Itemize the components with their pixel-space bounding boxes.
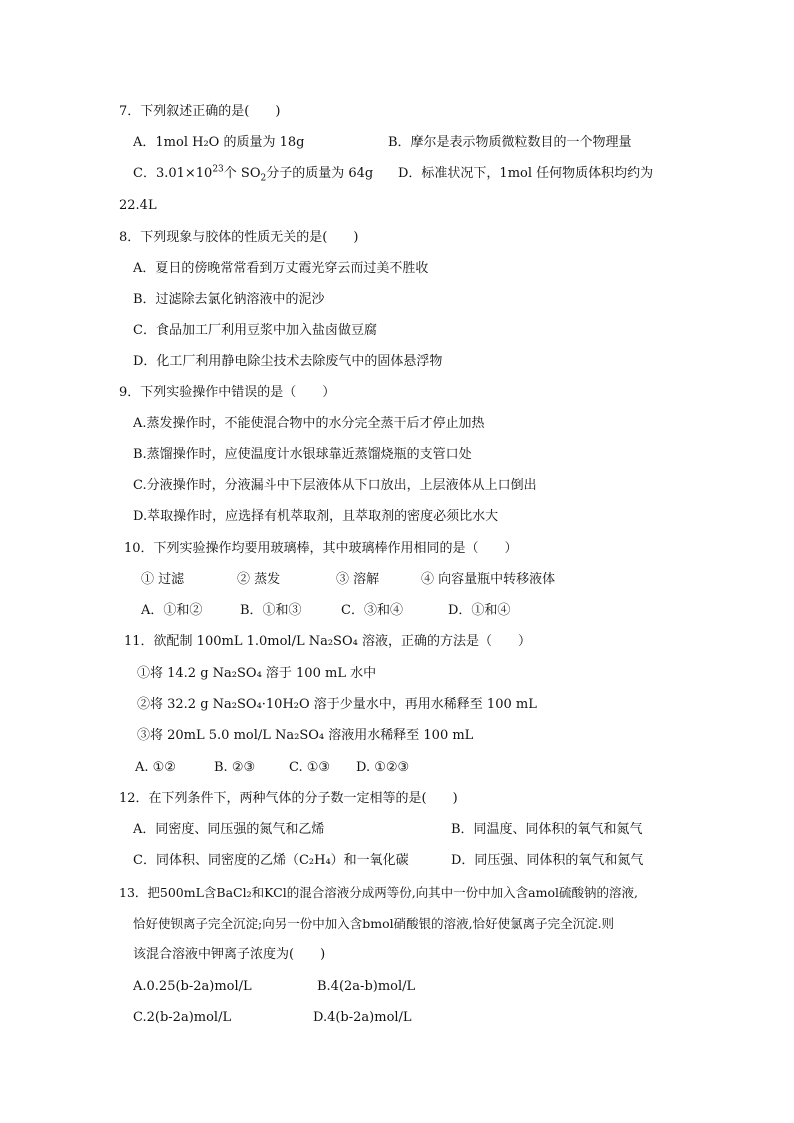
q7-option-c bbox=[133, 166, 373, 182]
q13-option-c: C.2(b-2a)mol/L bbox=[133, 1010, 232, 1025]
q11-option-a: A. ①② bbox=[135, 760, 176, 775]
q9-option-b: B.蒸馏操作时，应使温度计水银球靠近蒸馏烧瓶的支管口处 bbox=[133, 447, 472, 462]
q10-option-d: D．①和④ bbox=[448, 603, 511, 618]
q9-option-d: D.萃取操作时，应选择有机萃取剂，且萃取剂的密度必须比水大 bbox=[133, 509, 499, 524]
q8-stem: 8．下列现象与胶体的性质无关的是( ) bbox=[119, 230, 359, 245]
q7-c-exponent: 23 bbox=[212, 164, 224, 175]
q11-method-3: ③将 20mL 5.0 mol/L Na₂SO₄ 溶液用水稀释至 100 mL bbox=[137, 728, 474, 743]
q7-c-text-1: C．3.01×10 bbox=[133, 166, 213, 181]
q10-option-c: C．③和④ bbox=[341, 603, 403, 618]
q7-c-text-3: 分子的质量为 64g bbox=[266, 166, 374, 181]
q8-option-d: D．化工厂利用静电除尘技术去除废气中的固体悬浮物 bbox=[133, 354, 443, 369]
q10-op-1: ① 过滤 bbox=[141, 572, 185, 587]
q13-option-b: B.4(2a-b)mol/L bbox=[317, 979, 416, 994]
q10-option-a: A．①和② bbox=[141, 603, 203, 618]
q13-line-2: 恰好使钡离子完全沉淀;向另一份中加入含bmol硝酸银的溶液,恰好使氯离子完全沉淀.则 bbox=[133, 916, 615, 931]
q11-stem: 11．欲配制 100mL 1.0mol/L Na₂SO₄ 溶液，正确的方法是（ ） bbox=[124, 634, 531, 649]
q13-line-1: 13．把500mL含BaCl₂和KCl的混合溶液分成两等份,向其中一份中加入含amol硫酸钠的溶液, bbox=[119, 885, 638, 900]
q12-option-c: C．同体积、同密度的乙烯（C₂H₄）和一氧化碳 bbox=[133, 853, 409, 868]
q11-method-1: ①将 14.2 g Na₂SO₄ 溶于 100 mL 水中 bbox=[137, 666, 377, 681]
q8-option-c: C．食品加工厂利用豆浆中加入盐卤做豆腐 bbox=[133, 323, 377, 338]
q10-op-4: ④ 向容量瓶中转移液体 bbox=[421, 572, 556, 587]
q8-option-a: A．夏日的傍晚常常看到万丈霞光穿云而过美不胜收 bbox=[133, 261, 429, 276]
q13-line-3: 该混合溶液中钾离子浓度为( ) bbox=[133, 947, 326, 962]
q7-option-b: B．摩尔是表示物质微粒数目的一个物理量 bbox=[388, 135, 632, 150]
q7-option-a: A．1mol H₂O 的质量为 18g bbox=[133, 135, 305, 150]
q12-option-a: A．同密度、同压强的氮气和乙烯 bbox=[133, 822, 325, 837]
q11-option-d: D. ①②③ bbox=[356, 760, 410, 775]
q11-method-2: ②将 32.2 g Na₂SO₄·10H₂O 溶于少量水中，再用水稀释至 100 mL bbox=[137, 697, 537, 712]
q10-op-3: ③ 溶解 bbox=[336, 572, 380, 587]
q12-stem: 12．在下列条件下，两种气体的分子数一定相等的是( ) bbox=[119, 791, 458, 806]
q8-option-b: B．过滤除去氯化钠溶液中的泥沙 bbox=[133, 292, 325, 307]
q7-option-d: D．标准状况下，1mol 任何物质体积均约为 bbox=[398, 166, 654, 181]
q9-option-c: C.分液操作时，分液漏斗中下层液体从下口放出，上层液体从上口倒出 bbox=[133, 478, 537, 493]
q11-option-b: B. ②③ bbox=[214, 760, 256, 775]
q13-option-a: A.0.25(b-2a)mol/L bbox=[133, 979, 252, 994]
q12-option-d: D．同压强、同体积的氧气和氮气 bbox=[451, 853, 644, 868]
q10-op-2: ② 蒸发 bbox=[237, 572, 281, 587]
q13-option-d: D.4(b-2a)mol/L bbox=[313, 1010, 412, 1025]
q7-option-d-continued: 22.4L bbox=[119, 198, 157, 213]
q7-stem: 7．下列叙述正确的是( ) bbox=[119, 104, 281, 119]
q10-stem: 10．下列实验操作均要用玻璃棒，其中玻璃棒作用相同的是（ ） bbox=[124, 541, 518, 556]
q12-option-b: B．同温度、同体积的氧气和氮气 bbox=[451, 822, 643, 837]
q7-c-text-2: 个 SO bbox=[223, 166, 261, 181]
q9-stem: 9．下列实验操作中错误的是（ ） bbox=[119, 385, 336, 400]
q11-option-c: C. ①③ bbox=[289, 760, 331, 775]
q9-option-a: A.蒸发操作时，不能使混合物中的水分完全蒸干后才停止加热 bbox=[133, 416, 485, 431]
q7-c-subscript: 2 bbox=[260, 173, 267, 184]
q10-option-b: B．①和③ bbox=[240, 603, 302, 618]
